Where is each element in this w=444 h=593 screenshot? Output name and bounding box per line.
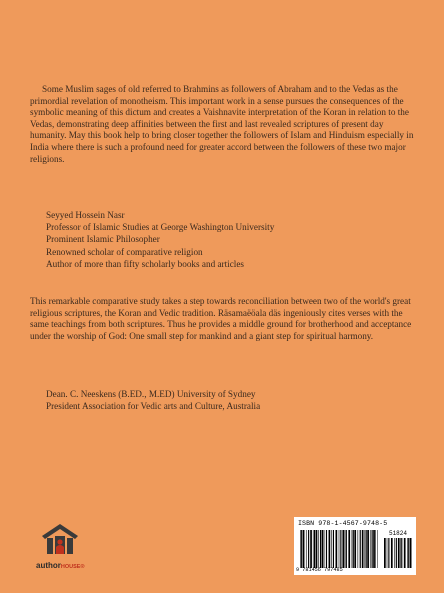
signature-neeskens xyxy=(46,388,260,412)
signature-line: President Association for Vedic arts and Culture, Australia xyxy=(46,401,261,412)
publisher-logo xyxy=(36,523,100,573)
signature-nasr xyxy=(46,209,274,270)
review-paragraph-nasr: Some Muslim sages of old referred to Brahmins as followers of Abraham and to the Vedas as the primordial revelation of monotheism. This important work in a sense pursues the consequences of the symbolic meaning of this dictum and creates a Vaishnavite interpretation of the Koran in relation to the Vedas, demonstrating deep affinities between the first and last revealed scriptures of present day humanity. May this book help to bring closer together the followers of Islam and Hinduism especially in India where there is such a profound need for greater accord between the followers of these two major religions. xyxy=(30,84,414,164)
barcode-addon-bars xyxy=(384,538,412,568)
barcode-digits: 9 781456 797485 xyxy=(296,567,343,573)
barcode xyxy=(294,517,416,575)
publisher-name: authorHOUSE® xyxy=(36,561,85,570)
signature-line: Dean. C. Neeskens (B.ED., M.ED) University of Sydney xyxy=(46,389,256,399)
signature-line: Renowned scholar of comparative religion xyxy=(46,246,203,257)
isbn-label: ISBN 978-1-4567-9748-5 xyxy=(298,520,388,527)
house-icon xyxy=(40,523,80,559)
signature-line: Seyyed Hossein Nasr xyxy=(46,210,125,220)
signature-line: Prominent Islamic Philosopher xyxy=(46,234,160,245)
barcode-addon: 51824 xyxy=(388,530,407,537)
barcode-bars xyxy=(300,530,378,568)
review-paragraph-neeskens: This remarkable comparative study takes a step towards reconciliation between two of the world's great religious scriptures, the Koran and Vedic tradition. Räsamaëöala däs ingeniously cites verses with the same teachings from both scriptures. Thus he provides a middle ground for brotherhood and acceptance under the worship of God: One small step for mankind and a giant step for spiritual harmony. xyxy=(30,296,412,341)
signature-line: Professor of Islamic Studies at George Washington University xyxy=(46,222,275,233)
signature-line: Author of more than fifty scholarly books and articles xyxy=(46,258,244,269)
